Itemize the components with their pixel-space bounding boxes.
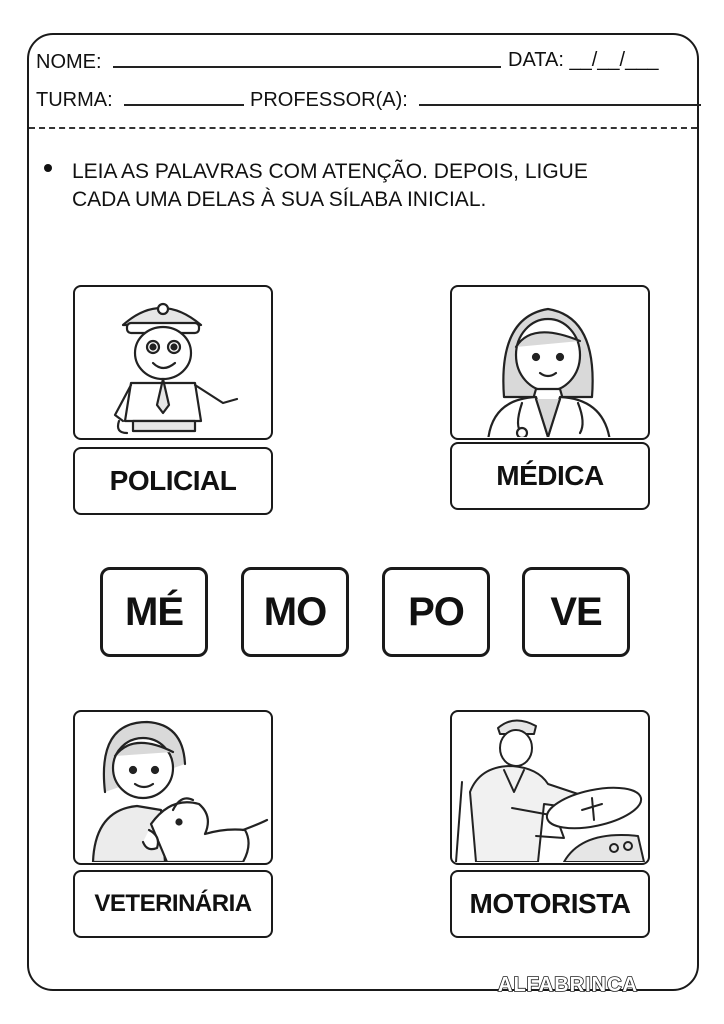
- doctor-icon: [450, 285, 650, 440]
- name-label: NOME:: [36, 51, 102, 73]
- bullet-icon: [44, 164, 52, 172]
- syllable-card-po[interactable]: [382, 567, 490, 657]
- instruction: [72, 158, 588, 214]
- word-label: VETERINÁRIA: [94, 890, 252, 917]
- syllable-label: MÉ: [125, 589, 183, 634]
- word-label: POLICIAL: [109, 465, 237, 496]
- syllable-label: VE: [550, 589, 602, 634]
- word-card-motorista[interactable]: [450, 870, 650, 938]
- header-divider: [29, 127, 697, 129]
- word-card-policial[interactable]: [73, 447, 273, 515]
- syllable-card-ve[interactable]: [522, 567, 630, 657]
- syllable-label: MO: [263, 589, 327, 634]
- instruction-line-2: CADA UMA DELAS À SUA SÍLABA INICIAL.: [72, 188, 487, 211]
- date-field[interactable]: __/__/___: [569, 49, 659, 71]
- teacher-row: [250, 86, 701, 112]
- veterinarian-icon: [73, 710, 273, 865]
- syllable-label: PO: [408, 589, 464, 634]
- class-field[interactable]: [124, 86, 244, 106]
- teacher-field[interactable]: [419, 86, 701, 106]
- driver-icon: [450, 710, 650, 865]
- word-label: MÉDICA: [496, 460, 604, 491]
- class-row: [36, 86, 244, 112]
- syllable-card-mo[interactable]: [241, 567, 349, 657]
- word-label: MOTORISTA: [469, 888, 631, 919]
- teacher-label: PROFESSOR(A):: [250, 89, 408, 111]
- police-officer-icon: [73, 285, 273, 440]
- instruction-line-1: LEIA AS PALAVRAS COM ATENÇÃO. DEPOIS, LIGUE: [72, 160, 588, 183]
- name-row: [36, 48, 501, 74]
- date-label: DATA:: [508, 49, 564, 71]
- class-label: TURMA:: [36, 89, 113, 111]
- brand-logo: ALFABRINCA: [498, 974, 638, 996]
- syllable-card-me[interactable]: [100, 567, 208, 657]
- word-card-veterinaria[interactable]: [73, 870, 273, 938]
- word-card-medica[interactable]: [450, 442, 650, 510]
- date-row: [508, 48, 658, 72]
- name-field[interactable]: [113, 48, 501, 68]
